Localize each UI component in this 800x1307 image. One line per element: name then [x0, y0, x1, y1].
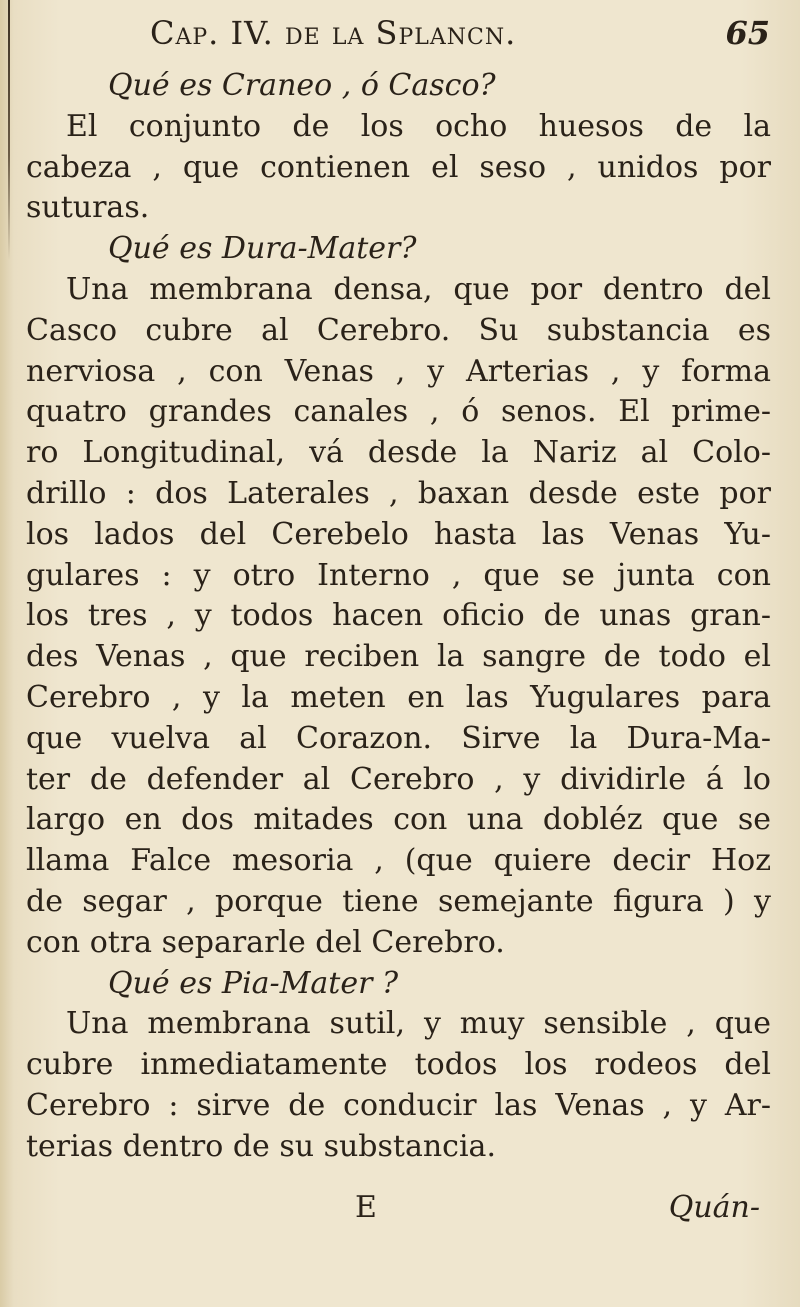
text-line: terias dentro de su substancia.	[26, 1128, 496, 1164]
text-line: cubre inmediatamente todos los rodeos del	[26, 1047, 771, 1083]
text-line: cabeza , que contienen el seso , unidos por	[26, 149, 771, 185]
text-line: Casco cubre al Cerebro. Su substancia es	[26, 312, 771, 348]
body-text	[26, 66, 771, 1168]
text-line: gulares : y otro Interno , que se junta con	[26, 557, 771, 593]
text-line: con otra separarle del Cerebro.	[26, 924, 505, 960]
page-edge-shadow	[8, 0, 10, 260]
running-header	[150, 14, 770, 64]
text-line: des Venas , que reciben la sangre de todo el	[26, 639, 771, 675]
text-line: Una membrana densa, que por dentro del	[66, 271, 771, 307]
text-line: suturas.	[26, 190, 150, 226]
text-line: ter de defender al Cerebro , y dividirle á lo	[26, 761, 771, 797]
text-line: ro Longitudinal, vá desde la Nariz al Colo-	[26, 435, 771, 471]
text-line: drillo : dos Laterales , baxan desde este por	[26, 475, 771, 511]
question-heading: Qué es Dura-Mater?	[108, 231, 417, 267]
catchword: Quán-	[668, 1190, 760, 1225]
text-line: de segar , porque tiene semejante figura ) y	[26, 883, 771, 919]
text-line: llama Falce mesoria , (que quiere decir Hoz	[26, 843, 771, 879]
page-number: 65	[725, 14, 770, 52]
text-line: los tres , y todos hacen oficio de unas gran-	[26, 598, 771, 634]
text-line: Cerebro : sirve de conducir las Venas , y Ar-	[26, 1087, 771, 1123]
question-heading: Qué es Pia-Mater ?	[108, 965, 399, 1001]
text-line: Una membrana sutil, y muy sensible , que	[66, 1006, 771, 1042]
running-title: Cap. IV. de la Splancn.	[150, 14, 517, 52]
text-line: los lados del Cerebelo hasta las Venas Yu-	[26, 516, 771, 552]
text-line: que vuelva al Corazon. Sirve la Dura-Ma-	[26, 720, 771, 756]
text-line: El conjunto de los ocho huesos de la	[66, 108, 771, 144]
text-line: Cerebro , y la meten en las Yugulares para	[26, 679, 771, 715]
page-footer	[0, 1190, 800, 1236]
text-line: quatro grandes canales , ó senos. El prime-	[26, 394, 771, 430]
text-line: nerviosa , con Venas , y Arterias , y forma	[26, 353, 771, 389]
question-heading: Qué es Craneo , ó Casco?	[108, 68, 496, 103]
signature-mark: E	[355, 1190, 377, 1225]
text-line: largo en dos mitades con una dobléz que se	[26, 802, 771, 838]
